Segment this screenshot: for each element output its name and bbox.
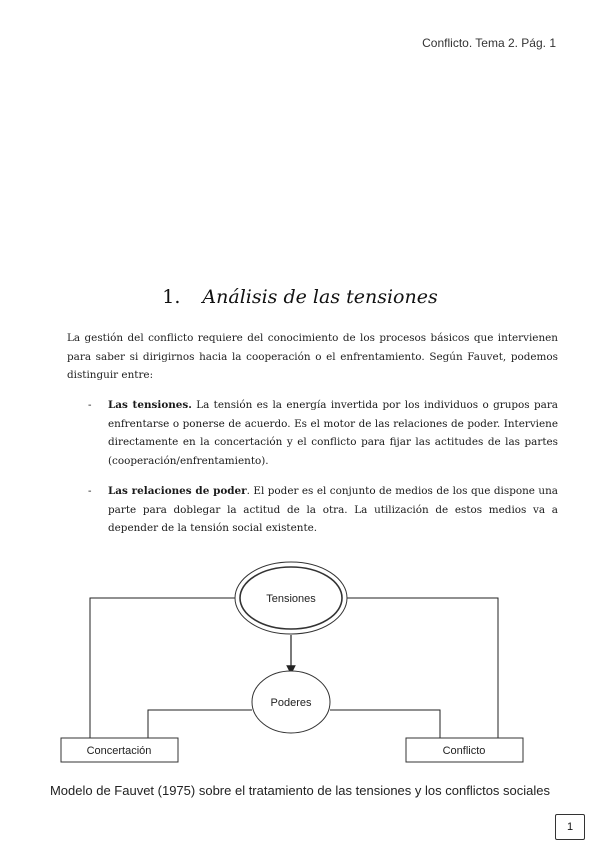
connector-poderes-conflicto bbox=[330, 710, 440, 738]
tensiones-label: Tensiones bbox=[266, 593, 316, 605]
bullet-term: Las relaciones de poder bbox=[108, 485, 247, 497]
page-header: Conflicto. Tema 2. Pág. 1 bbox=[422, 36, 556, 50]
bullet-body: . El poder es el conjunto de medios de los que dispone una parte para doblegar la actitud de la otra. La utilización de estos medios va a depender de la tensión social existente. bbox=[108, 485, 558, 534]
bullet-term: Las tensiones. bbox=[108, 399, 192, 411]
bullet-text bbox=[108, 482, 558, 538]
bullet-marker: - bbox=[88, 399, 92, 411]
conflicto-label: Conflicto bbox=[442, 745, 486, 757]
bullet-relaciones-poder bbox=[88, 482, 558, 538]
section-heading bbox=[0, 286, 600, 308]
connector-poderes-concertacion bbox=[148, 710, 252, 738]
figure-caption: Modelo de Fauvet (1975) sobre el tratamiento de las tensiones y los conflictos sociales bbox=[49, 783, 551, 798]
intro-paragraph: La gestión del conflicto requiere del conocimiento de los procesos básicos que intervienen para saber si dirigirnos hacia la cooperación o el enfrentamiento. Según Fauvet, podemos distinguir entre: bbox=[67, 332, 558, 381]
poderes-label: Poderes bbox=[270, 697, 312, 709]
bullet-body: La tensión es la energía invertida por los individuos o grupos para enfrentarse o ponerse de acuerdo. Es el motor de las relaciones de poder. Interviene directamente en la concertación y el conflicto para fijar las actitudes de las partes (cooperación/enfrentamiento). bbox=[108, 399, 558, 467]
bullet-text bbox=[108, 396, 558, 470]
bullet-tensiones bbox=[88, 396, 558, 470]
section-title: Análisis de las tensiones bbox=[202, 286, 438, 308]
concertacion-label: Concertación bbox=[86, 745, 152, 757]
fauvet-diagram bbox=[0, 560, 600, 775]
bullet-marker: - bbox=[88, 485, 92, 497]
connector-tensiones-conflicto bbox=[346, 598, 498, 738]
page-number: 1 bbox=[555, 814, 585, 840]
section-number: 1. bbox=[162, 286, 181, 308]
connector-tensiones-concertacion bbox=[90, 598, 236, 738]
